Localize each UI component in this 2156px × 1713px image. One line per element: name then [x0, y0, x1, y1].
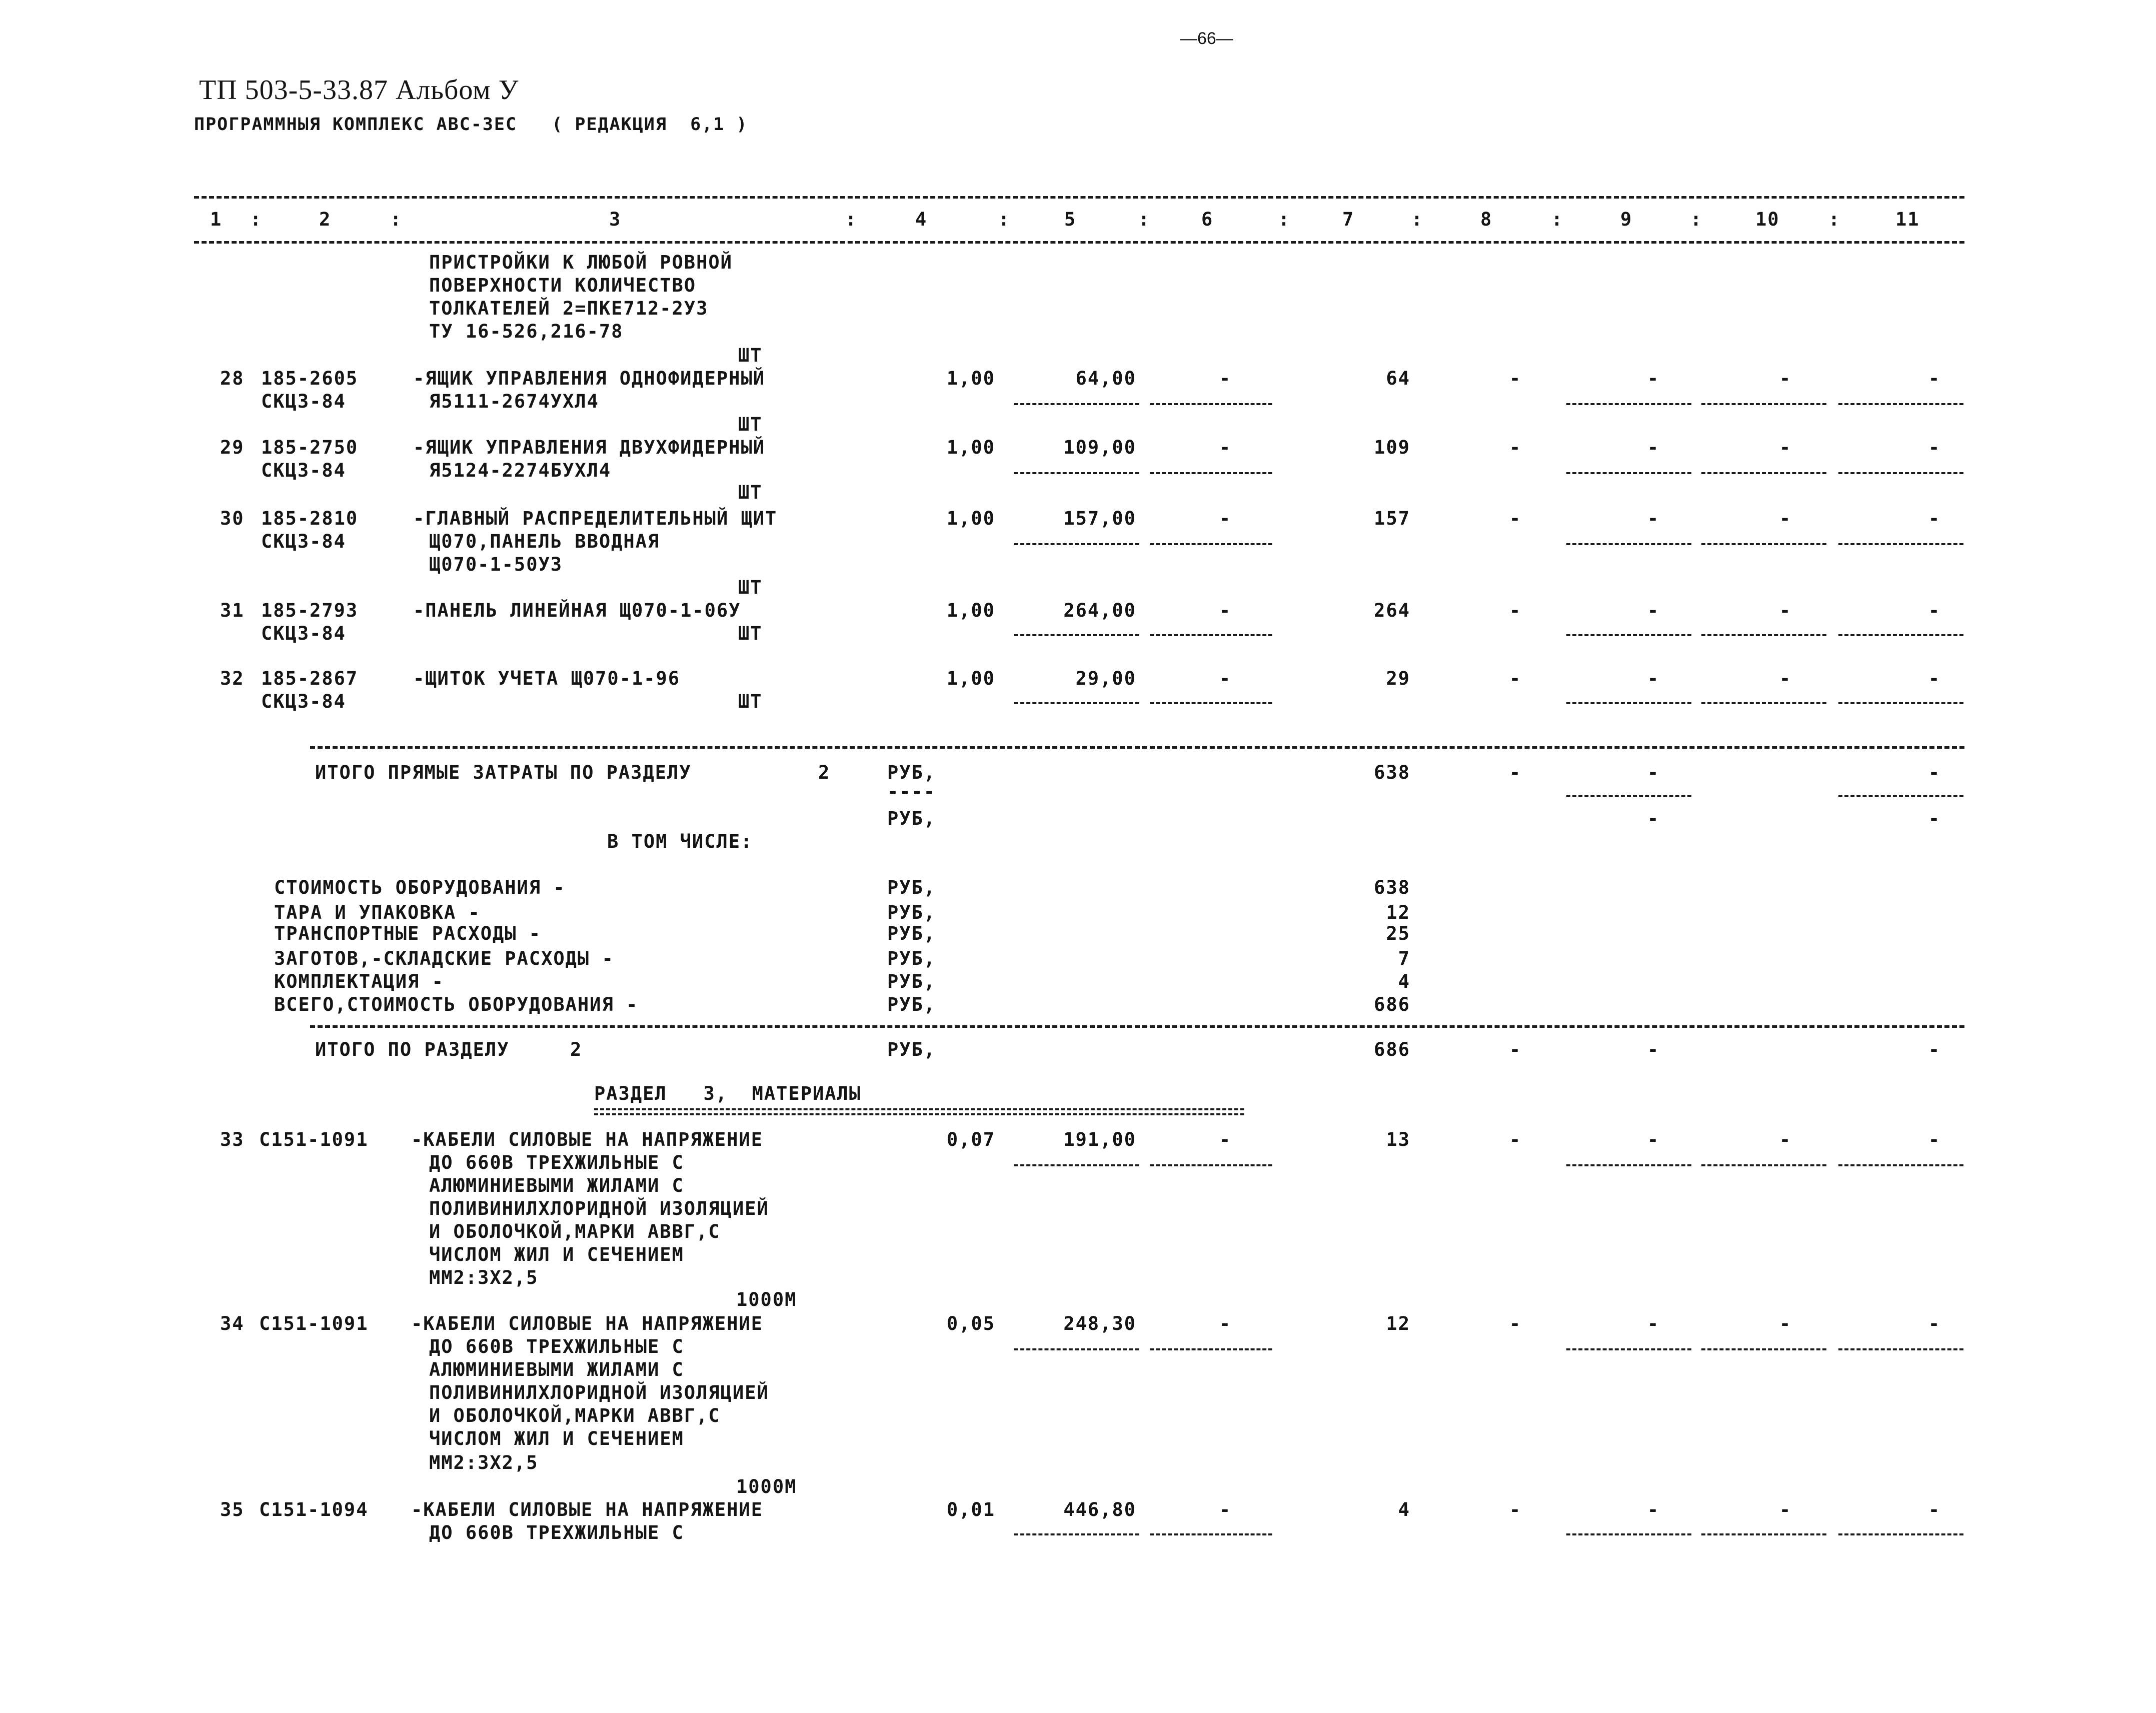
unit-rub: РУБ, [887, 808, 936, 829]
sub-rule [1838, 472, 1963, 474]
row-col6-dash: - [1219, 508, 1232, 529]
row-col11-dash: - [1928, 437, 1941, 458]
section-number: 2 [570, 1039, 583, 1060]
summary-item-label: ТАРА И УПАКОВКА - [274, 902, 481, 923]
unit-label: 1000М [736, 1289, 797, 1310]
sub-rule [1150, 472, 1272, 474]
sub-rule [1014, 702, 1139, 704]
continuation-line: ПОВЕРХНОСТИ КОЛИЧЕСТВО [429, 275, 697, 296]
sub-rule [1566, 634, 1691, 636]
row-description: -ГЛАВНЫЙ РАСПРЕДЕЛИТЕЛЬНЫЙ ЩИТ [413, 508, 778, 529]
summary-dash: - [1928, 762, 1941, 783]
row-col9-dash: - [1647, 437, 1660, 458]
row-number: 33 [220, 1129, 245, 1150]
summary-item-label: КОМПЛЕКТАЦИЯ - [274, 971, 444, 992]
row-description: Я5124-2274БУХЛ4 [429, 460, 612, 481]
col-sep: : [998, 209, 1011, 230]
row-description: АЛЮМИНИЕВЫМИ ЖИЛАМИ С [429, 1359, 684, 1380]
row-col11-dash: - [1928, 668, 1941, 689]
col-7: 7 [1342, 209, 1355, 230]
row-col8-dash: - [1509, 668, 1522, 689]
row-code: 185-2605 [261, 368, 359, 389]
row-code-source: СКЦ3-84 [261, 391, 346, 412]
summary-dash: - [1647, 808, 1660, 829]
sub-rule [1701, 634, 1826, 636]
row-code: С151-1091 [259, 1129, 369, 1150]
col-sep: : [390, 209, 403, 230]
sub-rule [1150, 634, 1272, 636]
sub-rule [1150, 1348, 1272, 1350]
row-col8-dash: - [1509, 1313, 1522, 1334]
itogo-section-label: ИТОГО ПО РАЗДЕЛУ [315, 1039, 510, 1060]
row-quantity: 0,05 [946, 1313, 995, 1334]
album-title: ТП 503-5-33.87 Альбом У [199, 75, 519, 106]
row-description: ПОЛИВИНИЛХЛОРИДНОЙ ИЗОЛЯЦИЕЙ [429, 1198, 769, 1219]
col-sep: : [1138, 209, 1151, 230]
summary-item-value: 7 [1398, 948, 1410, 969]
section-rule [310, 1025, 1964, 1028]
section-number: 2 [818, 762, 831, 783]
sub-rule [1838, 702, 1963, 704]
row-col9-dash: - [1647, 508, 1660, 529]
row-col11-dash: - [1928, 600, 1941, 621]
row-col11-dash: - [1928, 508, 1941, 529]
sub-rule [1566, 795, 1691, 797]
row-col10-dash: - [1779, 508, 1792, 529]
col-10: 10 [1755, 209, 1780, 230]
unit-label: ШТ [738, 345, 763, 366]
sub-rule [1014, 1164, 1139, 1166]
unit-label: ШТ [738, 577, 763, 598]
row-col9-dash: - [1647, 1129, 1660, 1150]
row-col10-dash: - [1779, 600, 1792, 621]
page-number: —66— [1180, 29, 1233, 48]
summary-item-value: 4 [1398, 971, 1410, 992]
row-description: Щ070-1-50У3 [429, 554, 563, 575]
row-price: 264,00 [1063, 600, 1136, 621]
unit-rub: РУБ, [887, 902, 936, 923]
row-total: 13 [1386, 1129, 1410, 1150]
sub-rule [1014, 634, 1139, 636]
unit-rub-dash: ---- [887, 781, 936, 802]
row-description: ДО 660В ТРЕХЖИЛЬНЫЕ С [429, 1336, 684, 1357]
col-sep: : [1551, 209, 1564, 230]
summary-dash: - [1509, 1039, 1522, 1060]
row-price: 29,00 [1075, 668, 1136, 689]
row-col9-dash: - [1647, 1313, 1660, 1334]
unit-rub: РУБ, [887, 877, 936, 898]
row-description: И ОБОЛОЧКОЙ,МАРКИ АВВГ,С [429, 1221, 721, 1242]
row-code: С151-1094 [259, 1499, 369, 1520]
header-rule-top [194, 196, 1964, 199]
row-price: 191,00 [1063, 1129, 1136, 1150]
sub-rule [1014, 472, 1139, 474]
sub-rule [1701, 543, 1826, 545]
sub-rule [1014, 543, 1139, 545]
unit-label: 1000М [736, 1476, 797, 1497]
row-total: 29 [1386, 668, 1410, 689]
continuation-line: ТУ 16-526,216-78 [429, 321, 624, 342]
col-sep: : [250, 209, 263, 230]
unit-rub: РУБ, [887, 1039, 936, 1060]
sub-rule [1838, 1533, 1963, 1535]
row-description: -КАБЕЛИ СИЛОВЫЕ НА НАПРЯЖЕНИЕ [411, 1313, 764, 1334]
row-col9-dash: - [1647, 368, 1660, 389]
row-col8-dash: - [1509, 1129, 1522, 1150]
col-3: 3 [609, 209, 622, 230]
row-col8-dash: - [1509, 600, 1522, 621]
section-3-underline [594, 1108, 1244, 1115]
sub-rule [1566, 1164, 1691, 1166]
unit-rub: РУБ, [887, 971, 936, 992]
row-code-source: СКЦ3-84 [261, 531, 346, 552]
program-title: ПРОГРАММНЫЯ КОМПЛЕКС АВС-3ЕС ( РЕДАКЦИЯ 6,1 ) [194, 115, 748, 135]
row-quantity: 1,00 [946, 668, 995, 689]
row-description: -ПАНЕЛЬ ЛИНЕЙНАЯ Щ070-1-06У [413, 600, 741, 621]
itogo-direct-value: 638 [1374, 762, 1410, 783]
row-code: 185-2867 [261, 668, 359, 689]
row-description: Я5111-2674УХЛ4 [429, 391, 599, 412]
itogo-section-value: 686 [1374, 1039, 1410, 1060]
section-3-heading: РАЗДЕЛ 3, МАТЕРИАЛЫ [594, 1083, 862, 1104]
summary-item-value: 12 [1386, 902, 1410, 923]
col-4: 4 [915, 209, 928, 230]
row-number: 28 [220, 368, 245, 389]
col-sep: : [1278, 209, 1291, 230]
row-quantity: 1,00 [946, 600, 995, 621]
row-description: ММ2:3Х2,5 [429, 1267, 539, 1288]
row-quantity: 0,01 [946, 1499, 995, 1520]
sub-rule [1701, 1533, 1826, 1535]
row-number: 30 [220, 508, 245, 529]
row-price: 64,00 [1075, 368, 1136, 389]
sub-rule [1566, 472, 1691, 474]
summary-item-value: 25 [1386, 923, 1410, 944]
row-code-source: СКЦ3-84 [261, 691, 346, 712]
row-col6-dash: - [1219, 668, 1232, 689]
row-col8-dash: - [1509, 437, 1522, 458]
summary-dash: - [1647, 762, 1660, 783]
row-col10-dash: - [1779, 1313, 1792, 1334]
row-code-source: СКЦ3-84 [261, 460, 346, 481]
summary-item-label: ВСЕГО,СТОИМОСТЬ ОБОРУДОВАНИЯ - [274, 994, 639, 1015]
row-price: 157,00 [1063, 508, 1136, 529]
unit-label: ШТ [738, 414, 763, 435]
row-number: 29 [220, 437, 245, 458]
row-quantity: 1,00 [946, 508, 995, 529]
sub-rule [1838, 403, 1963, 405]
row-description: ДО 660В ТРЕХЖИЛЬНЫЕ С [429, 1522, 684, 1543]
row-col10-dash: - [1779, 668, 1792, 689]
row-description: -ЩИТОК УЧЕТА Щ070-1-96 [413, 668, 681, 689]
unit-label: ШТ [738, 482, 763, 503]
summary-item-label: ЗАГОТОВ,-СКЛАДСКИЕ РАСХОДЫ - [274, 948, 614, 969]
summary-item-label: ТРАНСПОРТНЫЕ РАСХОДЫ - [274, 923, 542, 944]
col-sep: : [1690, 209, 1703, 230]
row-col6-dash: - [1219, 1129, 1232, 1150]
summary-dash: - [1647, 1039, 1660, 1060]
row-col10-dash: - [1779, 1129, 1792, 1150]
row-description: ПОЛИВИНИЛХЛОРИДНОЙ ИЗОЛЯЦИЕЙ [429, 1382, 769, 1403]
row-description: ЧИСЛОМ ЖИЛ И СЕЧЕНИЕМ [429, 1428, 684, 1449]
row-description: АЛЮМИНИЕВЫМИ ЖИЛАМИ С [429, 1175, 684, 1196]
sub-rule [1701, 1348, 1826, 1350]
row-col9-dash: - [1647, 600, 1660, 621]
sub-rule [1566, 702, 1691, 704]
header-rule-bottom [194, 241, 1964, 244]
col-sep: : [845, 209, 858, 230]
sub-rule [1566, 403, 1691, 405]
row-number: 32 [220, 668, 245, 689]
row-price: 446,80 [1063, 1499, 1136, 1520]
sub-rule [1566, 1533, 1691, 1535]
row-description: И ОБОЛОЧКОЙ,МАРКИ АВВГ,С [429, 1405, 721, 1426]
sub-rule [1838, 634, 1963, 636]
row-col10-dash: - [1779, 437, 1792, 458]
unit-rub: РУБ, [887, 923, 936, 944]
row-description: -КАБЕЛИ СИЛОВЫЕ НА НАПРЯЖЕНИЕ [411, 1129, 764, 1150]
row-col6-dash: - [1219, 368, 1232, 389]
sub-rule [1838, 795, 1963, 797]
summary-dash: - [1928, 808, 1941, 829]
row-number: 31 [220, 600, 245, 621]
sub-rule [1701, 1164, 1826, 1166]
sub-rule [1014, 1348, 1139, 1350]
sub-rule [1150, 1533, 1272, 1535]
row-code-source: СКЦ3-84 [261, 623, 346, 644]
row-description: ЧИСЛОМ ЖИЛ И СЕЧЕНИЕМ [429, 1244, 684, 1265]
sub-rule [1566, 1348, 1691, 1350]
sub-rule [1701, 472, 1826, 474]
unit-label: ШТ [738, 623, 763, 644]
row-col11-dash: - [1928, 1129, 1941, 1150]
col-11: 11 [1895, 209, 1920, 230]
continuation-line: ТОЛКАТЕЛЕЙ 2=ПКЕ712-2У3 [429, 298, 709, 319]
sub-rule [1701, 403, 1826, 405]
row-code: 185-2793 [261, 600, 359, 621]
in-that-label: В ТОМ ЧИСЛЕ: [607, 831, 753, 852]
row-total: 157 [1374, 508, 1410, 529]
row-col11-dash: - [1928, 368, 1941, 389]
col-sep: : [1411, 209, 1424, 230]
row-col10-dash: - [1779, 1499, 1792, 1520]
row-total: 4 [1398, 1499, 1410, 1520]
col-1: 1 [210, 209, 223, 230]
row-total: 264 [1374, 600, 1410, 621]
summary-item-value: 686 [1374, 994, 1410, 1015]
unit-rub: РУБ, [887, 762, 936, 783]
row-description: ММ2:3Х2,5 [429, 1452, 539, 1473]
sub-rule [1701, 702, 1826, 704]
sub-rule [1150, 543, 1272, 545]
continuation-line: ПРИСТРОЙКИ К ЛЮБОЙ РОВНОЙ [429, 252, 733, 273]
sub-rule [1014, 1533, 1139, 1535]
col-5: 5 [1064, 209, 1077, 230]
row-col9-dash: - [1647, 668, 1660, 689]
row-quantity: 1,00 [946, 368, 995, 389]
row-code: 185-2810 [261, 508, 359, 529]
row-col9-dash: - [1647, 1499, 1660, 1520]
sub-rule [1838, 1348, 1963, 1350]
row-col6-dash: - [1219, 1499, 1232, 1520]
row-description: -ЯЩИК УПРАВЛЕНИЯ ОДНОФИДЕРНЫЙ [413, 368, 766, 389]
row-description: ДО 660В ТРЕХЖИЛЬНЫЕ С [429, 1152, 684, 1173]
row-description: -КАБЕЛИ СИЛОВЫЕ НА НАПРЯЖЕНИЕ [411, 1499, 764, 1520]
row-number: 34 [220, 1313, 245, 1334]
row-col6-dash: - [1219, 600, 1232, 621]
row-total: 109 [1374, 437, 1410, 458]
sub-rule [1014, 403, 1139, 405]
section-rule [310, 746, 1964, 749]
row-col6-dash: - [1219, 1313, 1232, 1334]
sub-rule [1566, 543, 1691, 545]
unit-rub: РУБ, [887, 948, 936, 969]
row-total: 64 [1386, 368, 1410, 389]
col-9: 9 [1620, 209, 1633, 230]
sub-rule [1150, 1164, 1272, 1166]
summary-item-value: 638 [1374, 877, 1410, 898]
sub-rule [1838, 543, 1963, 545]
summary-dash: - [1509, 762, 1522, 783]
row-col8-dash: - [1509, 508, 1522, 529]
itogo-direct-label: ИТОГО ПРЯМЫЕ ЗАТРАТЫ ПО РАЗДЕЛУ [315, 762, 692, 783]
row-col11-dash: - [1928, 1499, 1941, 1520]
sub-rule [1150, 403, 1272, 405]
summary-dash: - [1928, 1039, 1941, 1060]
row-description: Щ070,ПАНЕЛЬ ВВОДНАЯ [429, 531, 660, 552]
row-quantity: 1,00 [946, 437, 995, 458]
sub-rule [1838, 1164, 1963, 1166]
row-col8-dash: - [1509, 1499, 1522, 1520]
row-code: 185-2750 [261, 437, 359, 458]
summary-item-label: СТОИМОСТЬ ОБОРУДОВАНИЯ - [274, 877, 566, 898]
row-code: С151-1091 [259, 1313, 369, 1334]
col-8: 8 [1480, 209, 1493, 230]
row-col11-dash: - [1928, 1313, 1941, 1334]
col-6: 6 [1201, 209, 1214, 230]
sub-rule [1150, 702, 1272, 704]
row-number: 35 [220, 1499, 245, 1520]
row-total: 12 [1386, 1313, 1410, 1334]
unit-rub: РУБ, [887, 994, 936, 1015]
unit-label: ШТ [738, 691, 763, 712]
row-price: 109,00 [1063, 437, 1136, 458]
col-2: 2 [319, 209, 332, 230]
row-col8-dash: - [1509, 368, 1522, 389]
row-description: -ЯЩИК УПРАВЛЕНИЯ ДВУХФИДЕРНЫЙ [413, 437, 766, 458]
col-sep: : [1828, 209, 1841, 230]
row-col10-dash: - [1779, 368, 1792, 389]
row-quantity: 0,07 [946, 1129, 995, 1150]
row-col6-dash: - [1219, 437, 1232, 458]
row-price: 248,30 [1063, 1313, 1136, 1334]
